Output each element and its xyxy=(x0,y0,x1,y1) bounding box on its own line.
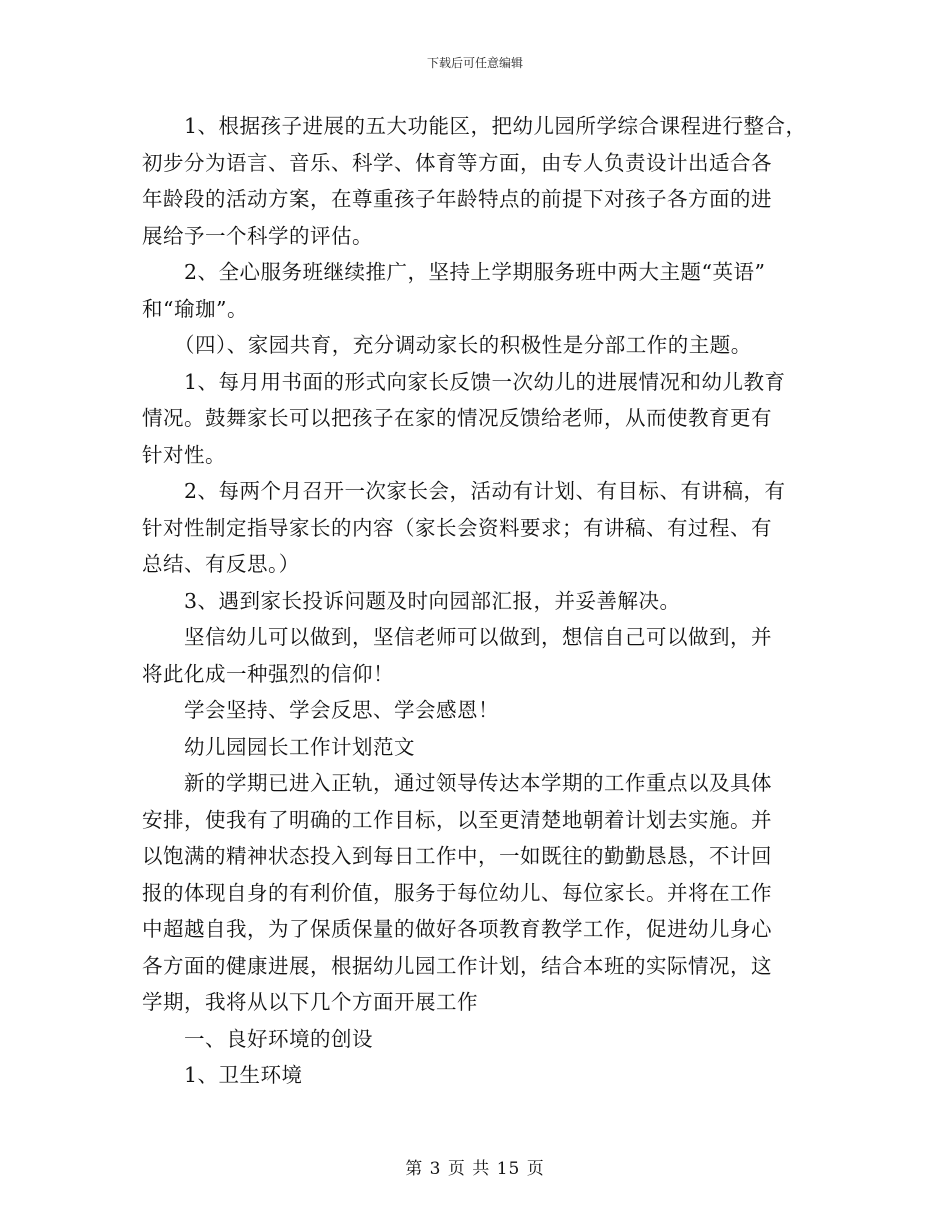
text-line: 以饱满的精神状态投入到每日工作中，一如既往的勤勤恳恳，不计回 xyxy=(142,844,772,868)
text-line: 学期，我将从以下几个方面开展工作 xyxy=(142,990,478,1014)
text-line: 初步分为语言、音乐、科学、体育等方面，由专人负责设计出适合各 xyxy=(142,150,772,175)
text-line: 一、良好环境的创设 xyxy=(184,1026,373,1051)
text-line: 幼儿园园长工作计划范文 xyxy=(184,734,415,759)
text-line: 将此化成一种强烈的信仰！ xyxy=(142,661,394,686)
text-line: 安排，使我有了明确的工作目标，以至更清楚地朝着计划去实施。并 xyxy=(142,807,772,832)
text-line: 学会坚持、学会反思、学会感恩！ xyxy=(184,698,499,722)
page-footer: 第 3 页 共 15 页 xyxy=(405,1159,545,1179)
text-line: 报的体现自身的有利价值，服务于每位幼儿、每位家长。并将在工作 xyxy=(142,880,772,905)
text-line: 和“瑜珈”。 xyxy=(142,296,248,321)
text-line: （四）、家园共育，充分调动家长的积极性是分部工作的主题。 xyxy=(174,333,752,357)
page-header: 下载后可任意编辑 xyxy=(426,56,523,70)
text-line: 3、遇到家长投诉问题及时向园部汇报，并妥善解决。 xyxy=(184,588,681,613)
text-line: 新的学期已进入正轨，通过领导传达本学期的工作重点以及具体 xyxy=(184,771,772,795)
text-line: 1、每月用书面的形式向家长反馈一次幼儿的进展情况和幼儿教育 xyxy=(184,369,786,394)
text-line: 中超越自我，为了保质保量的做好各项教育教学工作，促进幼儿身心 xyxy=(142,917,772,941)
text-line: 情况。鼓舞家长可以把孩子在家的情况反馈给老师，从而使教育更有 xyxy=(142,406,772,430)
text-line: 2、每两个月召开一次家长会，活动有计划、有目标、有讲稿，有 xyxy=(184,479,786,503)
text-line: 针对性制定指导家长的内容（家长会资料要求；有讲稿、有过程、有 xyxy=(142,515,772,540)
text-line: 坚信幼儿可以做到，坚信老师可以做到，想信自己可以做到，并 xyxy=(184,625,772,649)
text-line: 各方面的健康进展，根据幼儿园工作计划，结合本班的实际情况，这 xyxy=(142,953,772,978)
text-line: 年龄段的活动方案，在尊重孩子年龄特点的前提下对孩子各方面的进 xyxy=(142,187,772,211)
text-line: 1、根据孩子进展的五大功能区，把幼儿园所学综合课程进行整合， xyxy=(184,114,807,138)
text-line: 2、全心服务班继续推广，坚持上学期服务班中两大主题“英语” xyxy=(184,260,766,284)
document-body xyxy=(142,108,822,1094)
text-line: 总结、有反思。） xyxy=(142,552,300,576)
text-line: 针对性。 xyxy=(142,442,226,467)
text-line: 展给予一个科学的评估。 xyxy=(142,223,373,248)
text-line: 1、卫生环境 xyxy=(184,1063,303,1087)
